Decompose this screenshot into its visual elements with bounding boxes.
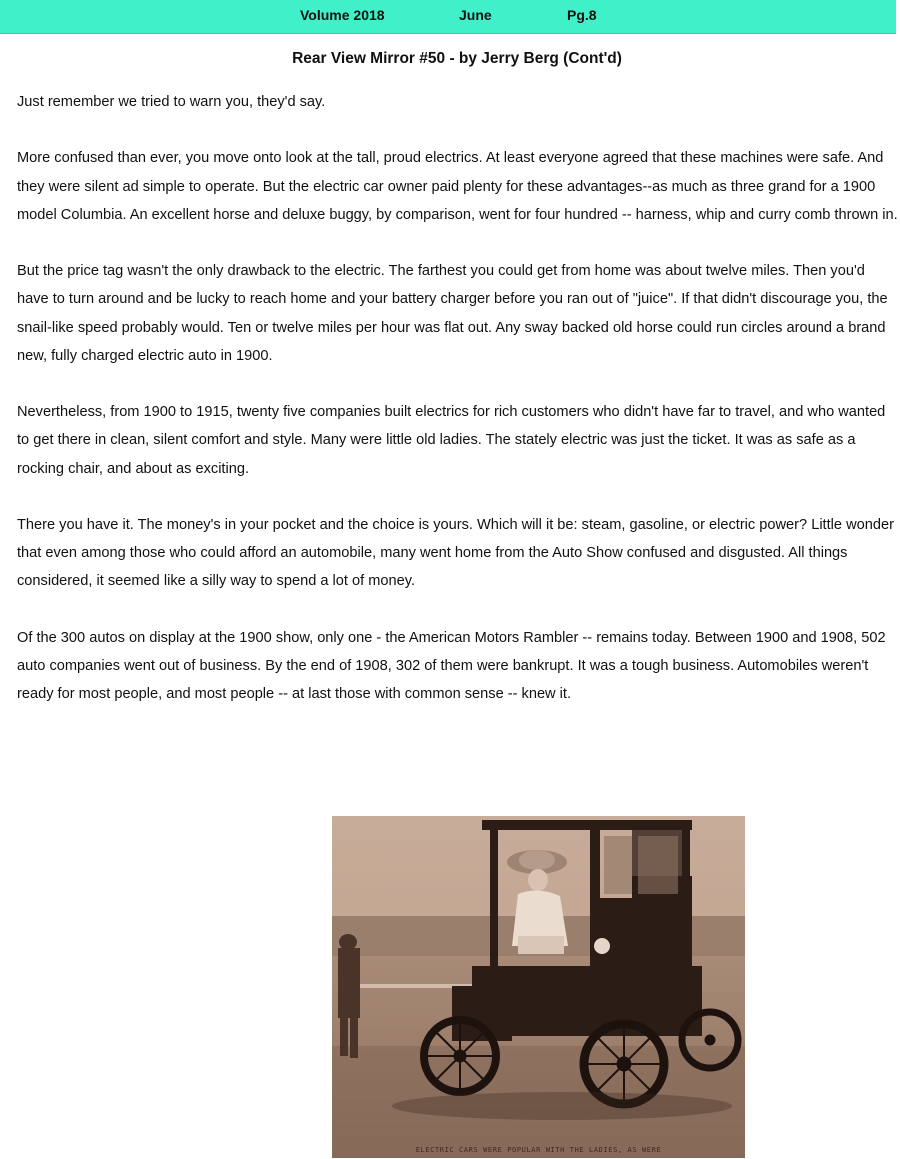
paragraph: There you have it. The money's in your pocket and the choice is yours. Which will it be: steam, gasoline, or electric power? Little wonder that even among those who could afford an automobile, many went home from the Auto Show confused and disgusted. All things considered, it seemed like a silly way to spend a lot of money. — [17, 516, 894, 590]
photo-caption: ELECTRIC CARS WERE POPULAR WITH THE LADIES, AS WERE — [415, 1146, 662, 1154]
paragraph: Nevertheless, from 1900 to 1915, twenty five companies built electrics for rich customers who didn't have far to travel, and who wanted to get there in clean, silent comfort and style. Many were little old ladies. The stately electric was just the ticket. It was as safe as a rocking chair, and about as exciting. — [17, 404, 886, 477]
header-month: June — [459, 7, 492, 23]
paragraph: Just remember we tried to warn you, they'd say. — [17, 94, 326, 110]
header-page-number: Pg.8 — [567, 7, 597, 23]
paragraph: More confused than ever, you move onto look at the tall, proud electrics. At least everyone agreed that these machines were safe. And they were silent ad simple to operate. But the electric car owner paid plenty for these advantages--as much as three grand for a 1900 model Columbia. An excellent horse and deluxe buggy, by comparison, went for four hundred -- harness, whip and curry comb thrown in. — [17, 150, 898, 223]
electric-car-photo — [332, 816, 745, 1158]
paragraph: Of the 300 autos on display at the 1900 show, only one - the American Motors Rambler -- remains today. Between 1900 and 1908, 502 auto companies went out of business. By the end of 1908, 302 of them were bankrupt. It was a tough business. Automobiles weren't ready for most people, and most people -- at last those with common sense -- knew it. — [17, 629, 886, 703]
paragraph: But the price tag wasn't the only drawback to the electric. The farthest you could get from home was about twelve miles. Then you'd have to turn around and be lucky to reach home and your battery charger before you ran out of "juice". If that didn't discourage you, the snail-like speed probably would. Ten or twelve miles per hour was flat out. Any sway backed old horse could run circles around a brand new, fully charged electric auto in 1900. — [17, 263, 888, 364]
article-title: Rear View Mirror #50 - by Jerry Berg (Cont'd) — [292, 50, 622, 67]
header-volume: Volume 2018 — [300, 7, 385, 23]
article-body — [17, 88, 899, 737]
electric-car-illustration — [332, 816, 745, 1158]
newsletter-header-bar — [0, 0, 896, 34]
